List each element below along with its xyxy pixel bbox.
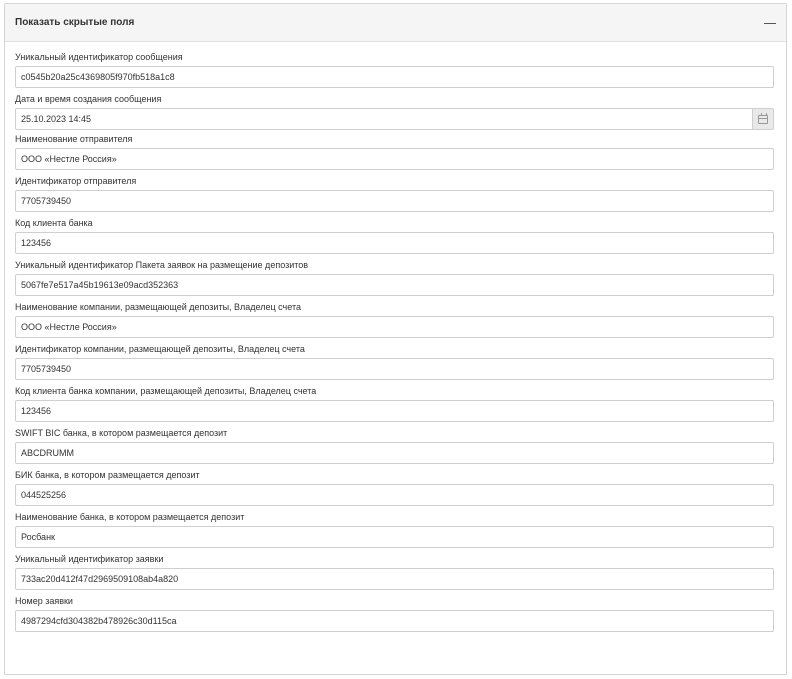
fields-list (5, 42, 786, 634)
sender-id-input[interactable] (15, 190, 774, 212)
field-application-id (15, 552, 776, 592)
field-label: Уникальный идентификатор заявки (15, 554, 164, 564)
panel-title: Показать скрытые поля (15, 17, 135, 28)
field-company-client-code (15, 384, 776, 424)
field-label: Идентификатор отправителя (15, 176, 137, 186)
sender-name-input[interactable] (15, 148, 774, 170)
field-label: Наименование банка, в котором размещается депозит (15, 512, 245, 522)
company-name-input[interactable] (15, 316, 774, 338)
field-label: Наименование отправителя (15, 134, 133, 144)
field-label: Код клиента банка (15, 218, 93, 228)
field-package-id (15, 258, 776, 298)
company-client-code-input[interactable] (15, 400, 774, 422)
field-bik (15, 468, 776, 508)
package-id-input[interactable] (15, 274, 774, 296)
field-label: Уникальный идентификатор сообщения (15, 52, 183, 62)
field-message-datetime (15, 92, 776, 130)
calendar-button[interactable] (752, 108, 774, 130)
bik-input[interactable] (15, 484, 774, 506)
field-sender-name (15, 132, 776, 172)
application-id-input[interactable] (15, 568, 774, 590)
field-label: Дата и время создания сообщения (15, 94, 162, 104)
field-swift-bic (15, 426, 776, 466)
bank-name-input[interactable] (15, 526, 774, 548)
field-label: БИК банка, в котором размещается депозит (15, 470, 200, 480)
bank-client-code-input[interactable] (15, 232, 774, 254)
panel-header[interactable] (5, 4, 786, 42)
field-sender-id (15, 174, 776, 214)
application-number-input[interactable] (15, 610, 774, 632)
company-id-input[interactable] (15, 358, 774, 380)
field-bank-name (15, 510, 776, 550)
field-company-name (15, 300, 776, 340)
field-label: Идентификатор компании, размещающей депозиты, Владелец счета (15, 344, 305, 354)
calendar-icon (758, 115, 768, 124)
field-label: Уникальный идентификатор Пакета заявок на размещение депозитов (15, 260, 309, 270)
field-label: Наименование компании, размещающей депозиты, Владелец счета (15, 302, 301, 312)
message-datetime-input[interactable] (15, 108, 752, 130)
minus-icon[interactable] (764, 17, 776, 29)
field-company-id (15, 342, 776, 382)
field-application-number (15, 594, 776, 634)
swift-bic-input[interactable] (15, 442, 774, 464)
field-label: Номер заявки (15, 596, 73, 606)
message-id-input[interactable] (15, 66, 774, 88)
field-bank-client-code (15, 216, 776, 256)
field-message-id (15, 50, 776, 90)
field-label: SWIFT BIC банка, в котором размещается депозит (15, 428, 228, 438)
hidden-fields-panel (4, 3, 787, 675)
datetime-picker (15, 108, 774, 130)
field-label: Код клиента банка компании, размещающей депозиты, Владелец счета (15, 386, 317, 396)
